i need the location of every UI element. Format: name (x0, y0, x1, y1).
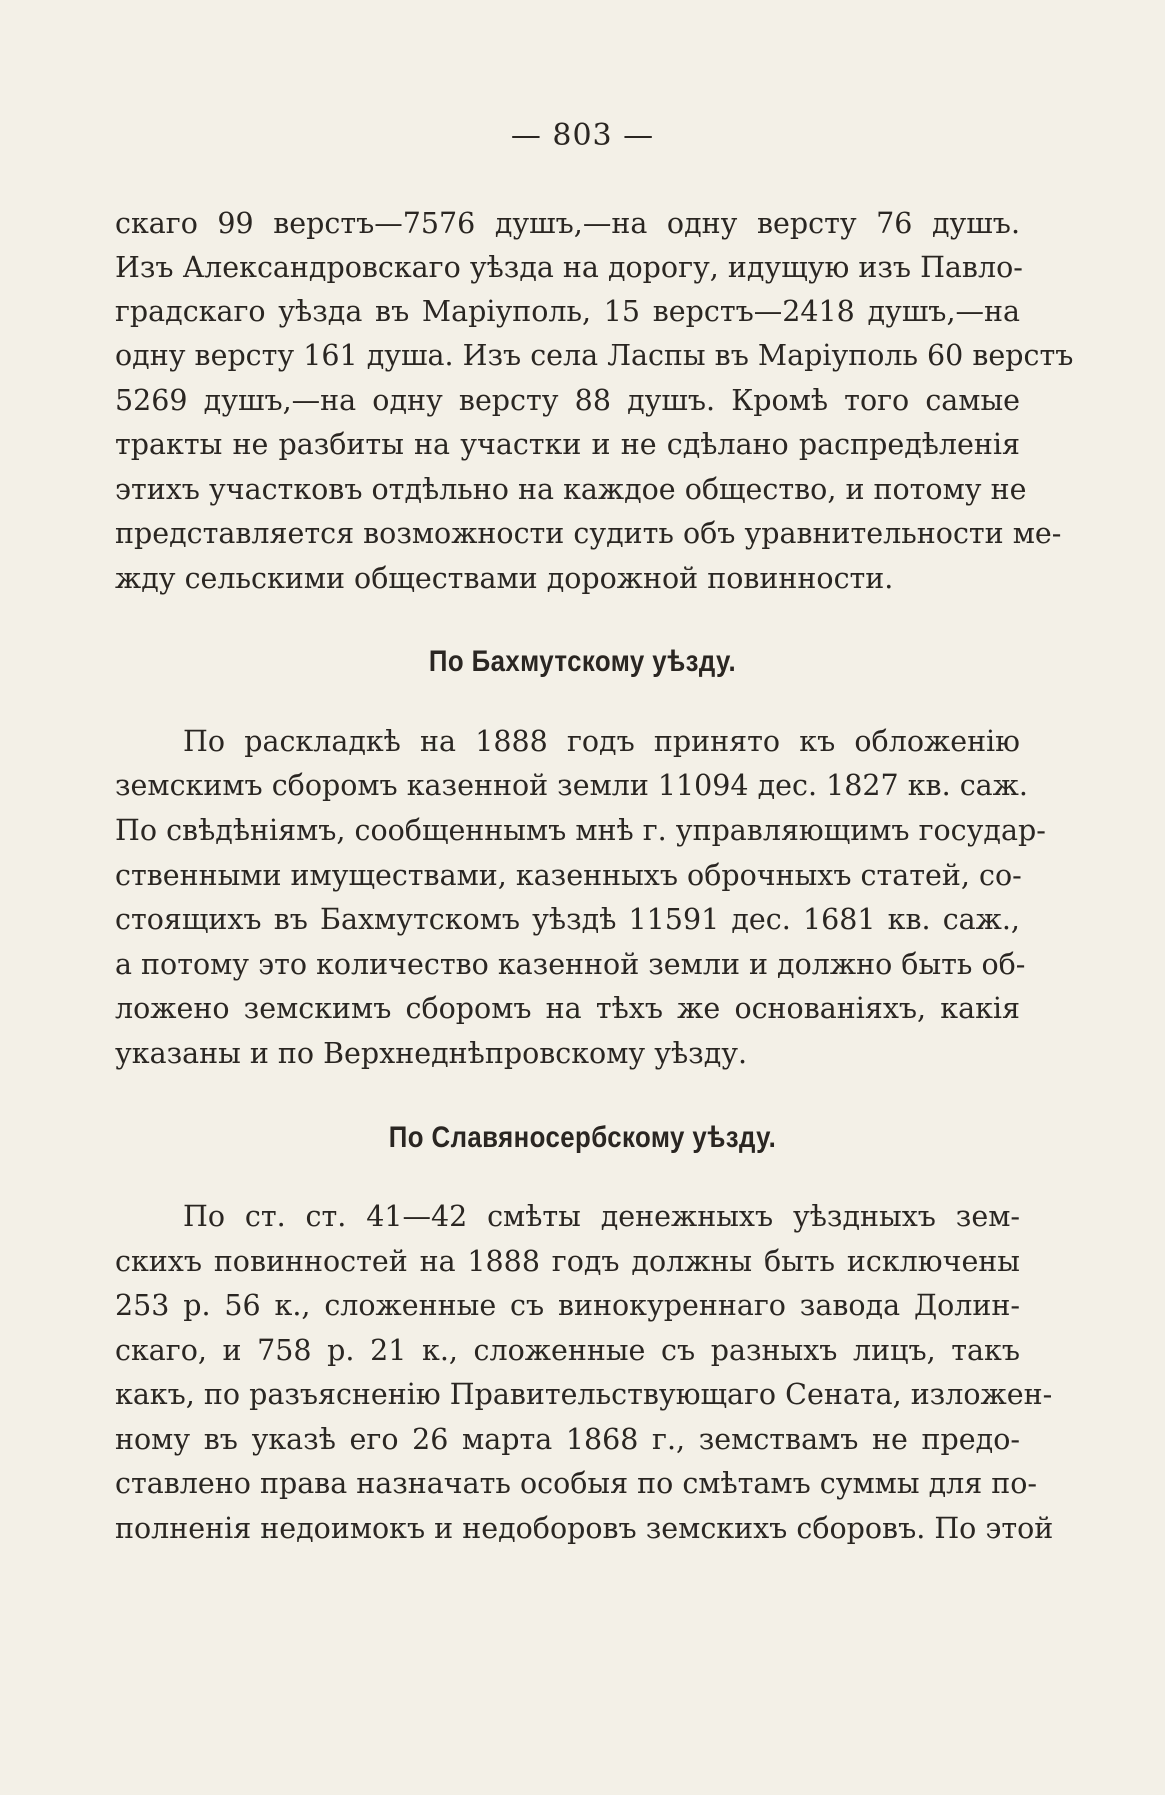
text-line: представляется возможности судить объ уравнительности ме- (115, 517, 1062, 550)
text-line: одну версту 161 душа. Изъ села Ласпы въ Маріуполь 60 верстъ (115, 339, 1074, 372)
text-line: По свѣдѣніямъ, сообщеннымъ мнѣ г. управляющимъ государ- (115, 814, 1046, 847)
text-line: указаны и по Верхнеднѣпровскому уѣзду. (115, 1037, 748, 1070)
text-line: градскаго уѣзда въ Маріуполь, 15 верстъ—2418 душъ,—на (115, 295, 1020, 328)
text-line: По ст. ст. 41—42 смѣты денежныхъ уѣздныхъ зем- (183, 1200, 1020, 1233)
text-line: ставлено права назначать особыя по смѣтамъ суммы для по- (115, 1467, 1038, 1500)
text-line: ственными имуществами, казенныхъ оброчныхъ статей, со- (115, 859, 1022, 892)
text-line: скаго 99 верстъ—7576 душъ,—на одну версту 76 душъ. (115, 207, 1020, 240)
text-line: а потому это количество казенной земли и должно быть об- (115, 948, 1026, 981)
text-line: ному въ указѣ его 26 марта 1868 г., земствамъ не предо- (115, 1423, 1020, 1456)
text-line: этихъ участковъ отдѣльно на каждое общество, и потому не (115, 473, 1027, 506)
text-line: стоящихъ въ Бахмутскомъ уѣздѣ 11591 дес. 1681 кв. саж., (115, 903, 1020, 936)
text-line: какъ, по разъясненію Правительствующаго Сената, изложен- (115, 1378, 1053, 1411)
text-line: скихъ повинностей на 1888 годъ должны быть исключены (115, 1245, 1020, 1278)
text-line: По раскладкѣ на 1888 годъ принято къ обложенію (183, 725, 1020, 758)
page-number: — 803 — (510, 118, 655, 153)
text-line: 253 р. 56 к., сложенные съ винокуреннаго завода Долин- (115, 1289, 1020, 1322)
text-line: Изъ Александровскаго уѣзда на дорогу, идущую изъ Павло- (115, 251, 1023, 284)
text-line: земскимъ сборомъ казенной земли 11094 дес. 1827 кв. саж. (115, 769, 1028, 802)
text-line: тракты не разбиты на участки и не сдѣлано распредѣленія (115, 428, 1020, 461)
text-line: скаго, и 758 р. 21 к., сложенные съ разныхъ лицъ, такъ (115, 1334, 1020, 1367)
text-line: ложено земскимъ сборомъ на тѣхъ же основаніяхъ, какія (115, 992, 1020, 1025)
text-line: полненія недоимокъ и недоборовъ земскихъ сборовъ. По этой (115, 1512, 1054, 1545)
text-line: жду сельскими обществами дорожной повинности. (115, 562, 894, 595)
text-line: 5269 душъ,—на одну версту 88 душъ. Кромѣ того самые (115, 384, 1020, 417)
section-heading: По Бахмутскому уѣзду. (428, 645, 737, 678)
section-heading: По Славяносербскому уѣзду. (388, 1121, 777, 1154)
